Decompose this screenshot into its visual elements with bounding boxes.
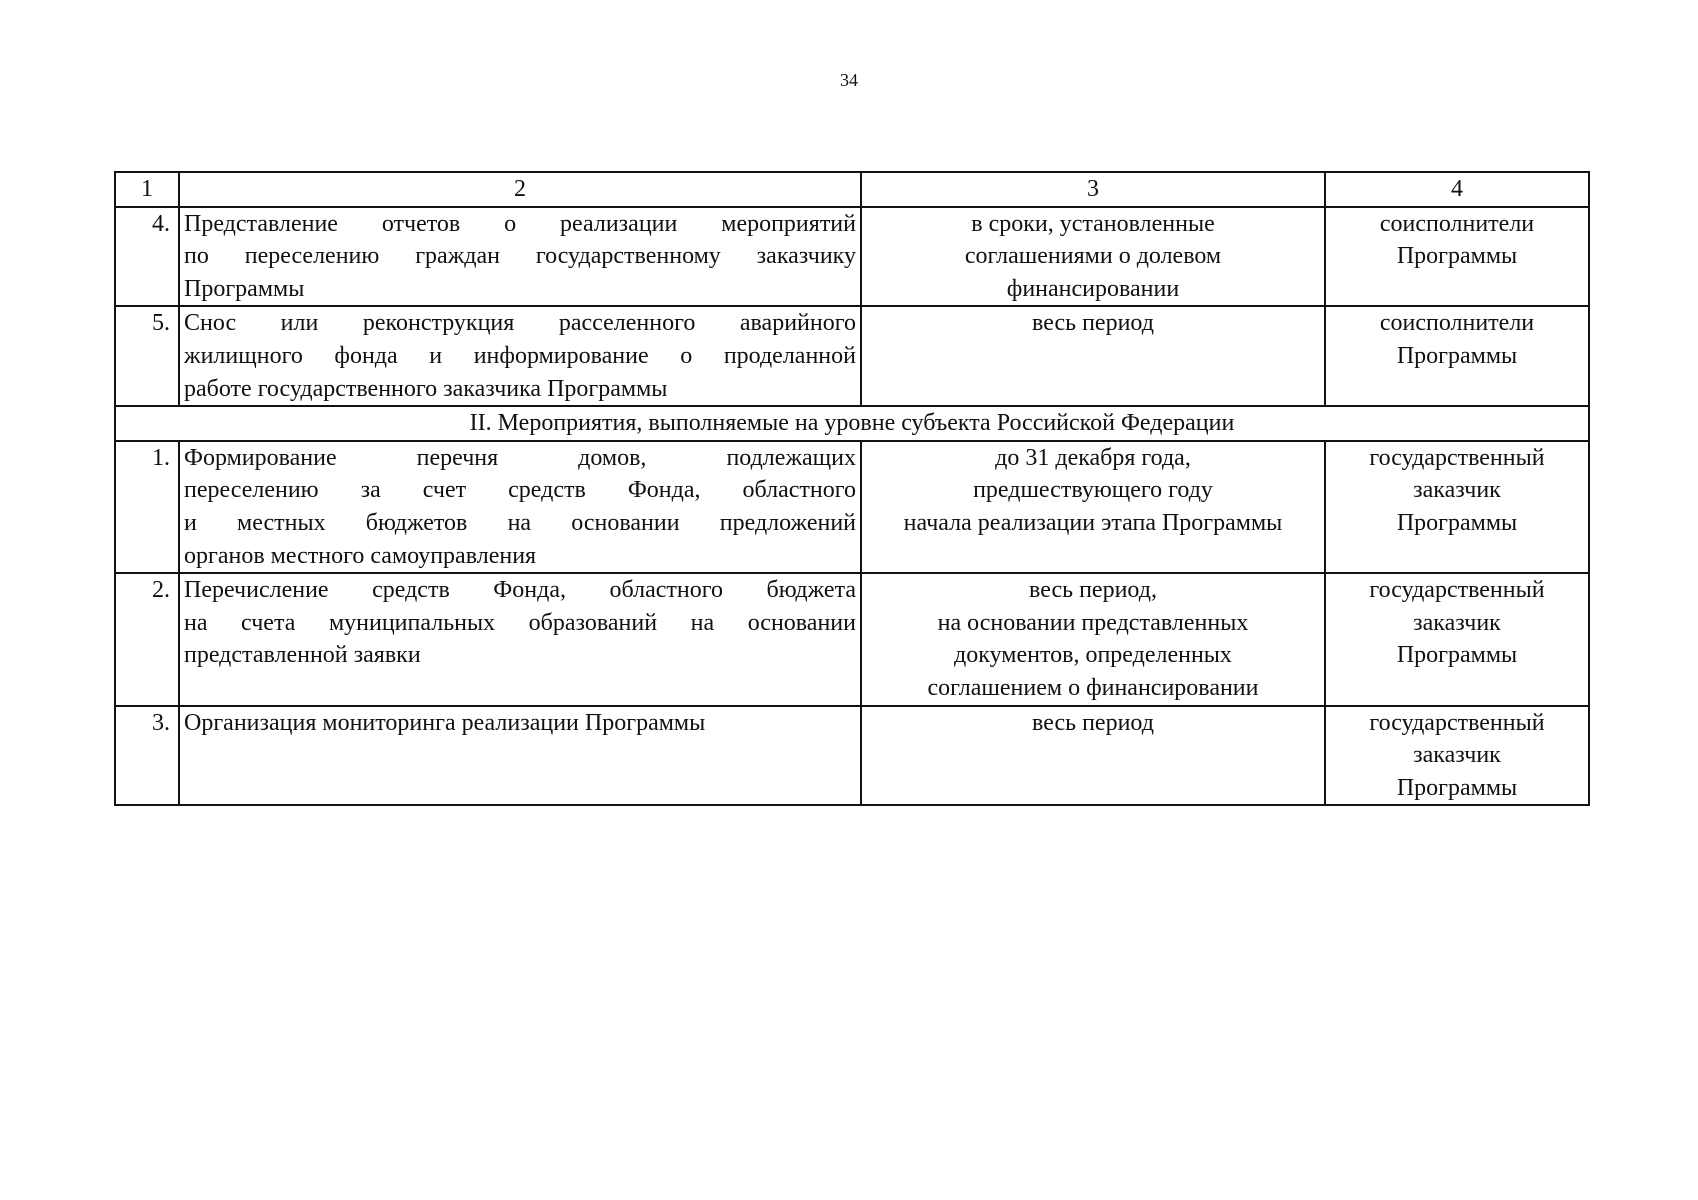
header-cell-3: 3 [861,172,1325,207]
event-line: Представление отчетов о реализации мероприятий [184,210,856,237]
event-line: работе государственного заказчика Программы [184,375,668,402]
term-cell [861,207,1325,307]
event-line: по переселению граждан государственному заказчику [184,243,856,270]
section-row [115,406,1589,441]
executor-cell [1325,441,1589,573]
header-cell-1: 1 [115,172,179,207]
executor-line: Программы [1396,774,1518,801]
event-line: и местных бюджетов на основании предложений [184,509,856,536]
executor-cell [1325,706,1589,806]
executor-line: Программы [1396,243,1518,270]
term-line: соглашением о финансировании [927,674,1259,701]
term-line: документов, определенных [954,642,1232,669]
executor-line: соисполнители [1379,310,1535,337]
event-cell [179,706,861,806]
event-line: переселению за счет средств Фонда, областного [184,477,856,504]
term-line: предшествующего году [973,477,1213,504]
page-number: 34 [840,70,858,90]
term-cell [861,706,1325,806]
measures-table [114,171,1590,806]
executor-line: государственный [1369,577,1545,604]
term-cell [861,441,1325,573]
event-cell [179,306,861,406]
row-number: 5. [115,306,179,406]
term-line: финансировании [1006,275,1180,302]
header-cell-2: 2 [179,172,861,207]
row-number: 1. [115,441,179,573]
term-line: весь период [1032,709,1154,736]
event-line: Формирование перечня домов, подлежащих [184,444,856,471]
table-row [115,573,1589,705]
executor-line: Программы [1396,342,1518,369]
event-line: Программы [184,275,305,302]
term-cell [861,306,1325,406]
term-line: соглашениями о долевом [964,243,1222,270]
term-line: весь период, [1029,577,1157,604]
table-header-row [115,172,1589,207]
term-line: в сроки, установленные [971,210,1215,237]
event-line: представленной заявки [184,642,421,669]
executor-line: соисполнители [1379,210,1535,237]
table-row [115,441,1589,573]
event-line: на счета муниципальных образований на основании [184,609,856,636]
section-title: II. Мероприятия, выполняемые на уровне субъекта Российской Федерации [115,406,1589,441]
executor-line: государственный [1369,444,1545,471]
event-line: Организация мониторинга реализации Программы [184,709,706,736]
event-cell [179,441,861,573]
event-cell [179,207,861,307]
table-row [115,207,1589,307]
row-number: 2. [115,573,179,705]
event-line: органов местного самоуправления [184,542,537,569]
executor-cell [1325,207,1589,307]
event-cell [179,573,861,705]
header-cell-4: 4 [1325,172,1589,207]
term-line: весь период [1032,310,1154,337]
term-cell [861,573,1325,705]
event-line: Перечисление средств Фонда, областного бюджета [184,577,856,604]
table-row [115,706,1589,806]
row-number: 4. [115,207,179,307]
table-row [115,306,1589,406]
event-line: жилищного фонда и информирование о проделанной [184,342,856,369]
executor-cell [1325,573,1589,705]
executor-line: заказчик [1413,742,1501,769]
executor-line: Программы [1396,509,1518,536]
term-line: на основании представленных [937,609,1249,636]
row-number: 3. [115,706,179,806]
executor-line: государственный [1369,709,1545,736]
event-line: Снос или реконструкция расселенного аварийного [184,310,856,337]
executor-line: заказчик [1413,609,1501,636]
executor-line: Программы [1396,642,1518,669]
executor-line: заказчик [1413,477,1501,504]
term-line: начала реализации этапа Программы [903,509,1283,536]
term-line: до 31 декабря года, [995,444,1191,471]
executor-cell [1325,306,1589,406]
